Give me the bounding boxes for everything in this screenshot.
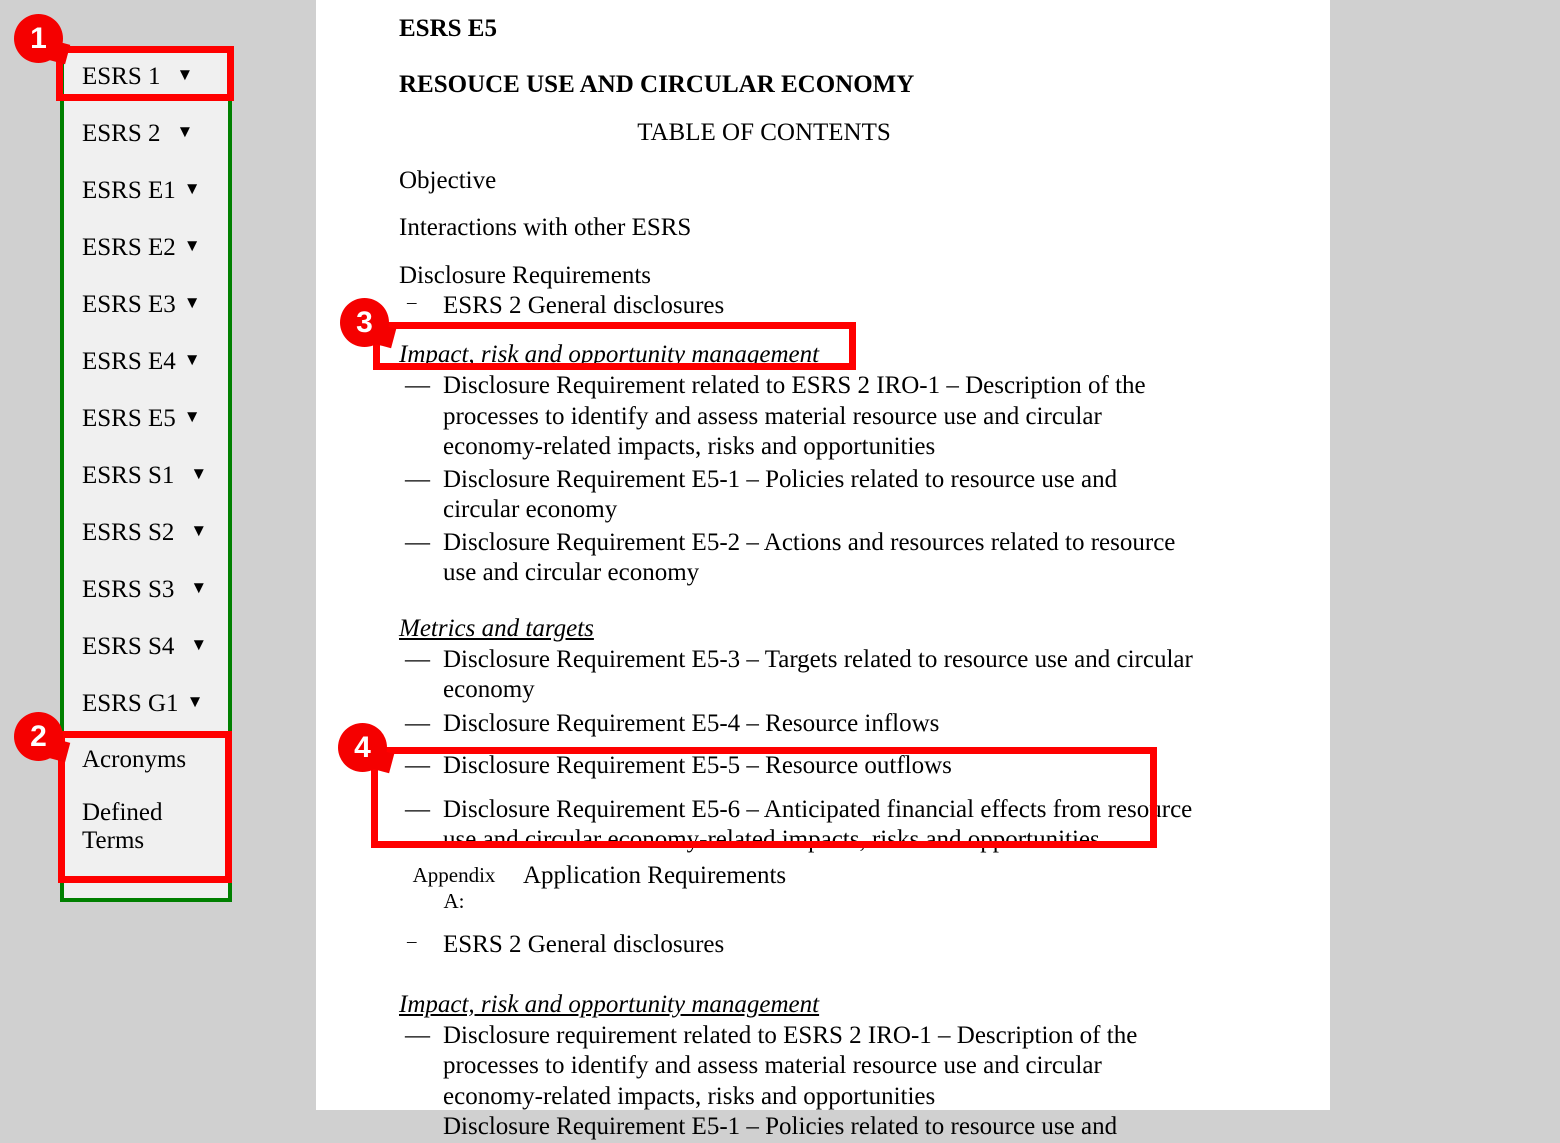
dash-marker: — (405, 645, 430, 673)
sidebar-item-label: ESRS E3 (82, 290, 176, 318)
esrs-1-sidebar-item[interactable] (64, 48, 228, 105)
appendix-row[interactable] (399, 856, 1199, 915)
sidebar-item-label: ESRS G1 (82, 689, 179, 717)
chevron-down-icon: ▼ (183, 236, 201, 255)
list-item-label: Disclosure Requirement related to ESRS 2 IRO-1 – Description of the processes to identify and assess material resource use and circular economy-related impacts, risks and opportunities (443, 372, 1146, 461)
appendix-label-line2: A: (443, 889, 465, 913)
esrs-s2-sidebar-item[interactable] (64, 504, 228, 561)
esrs-e3-sidebar-item[interactable] (64, 276, 228, 333)
metrics-and-targets-heading[interactable]: Metrics and targets (399, 614, 594, 642)
toc-entry-objective[interactable]: Objective (399, 167, 497, 194)
esrs-navigation-panel (60, 48, 232, 902)
dash-marker: — (405, 709, 430, 737)
esrs-s4-sidebar-item[interactable] (64, 618, 228, 675)
appendix-label (399, 862, 509, 915)
impact-risk-opportunity-management-heading-2[interactable]: Impact, risk and opportunity management (399, 990, 820, 1018)
list-item-label: Disclosure Requirement E5-1 – Policies related to resource use and circular economy (443, 465, 1118, 524)
list-item-label: Disclosure Requirement E5-6 – Anticipated financial effects from resource use and circular economy-related impacts, risks and opportunities (443, 795, 1193, 854)
sidebar-item-label: ESRS E4 (82, 347, 176, 375)
dash-marker: — (405, 372, 430, 400)
list-item-label: Disclosure Requirement E5-5 – Resource outflows (443, 752, 952, 780)
esrs-s3-sidebar-item[interactable] (64, 561, 228, 618)
sidebar-item-label: ESRS 1 (82, 62, 161, 90)
list-item-label: Disclosure requirement related to ESRS 2 IRO-1 – Description of the processes to identify and assess material resource use and circular economy-related impacts, risks and opportunities (443, 1021, 1138, 1110)
acronyms-sidebar-item[interactable] (64, 732, 228, 789)
irom-list-2 (399, 1019, 1199, 1143)
document-page (316, 0, 1330, 1141)
list-item-label: Disclosure Requirement E5-1 – Policies related to resource use and (443, 1113, 1118, 1141)
chevron-down-icon: ▼ (190, 464, 208, 483)
annotation-badge-3: 3 (340, 298, 389, 347)
list-item-label: Disclosure Requirement E5-3 – Targets related to resource use and circular economy (443, 645, 1193, 704)
sidebar-item-label-line2: Terms (82, 827, 145, 854)
annotation-badge-1: 1 (14, 14, 63, 63)
metrics-list (399, 643, 1199, 856)
toc-subentry-label: ESRS 2 General disclosures (443, 931, 725, 959)
toc-entry-interactions[interactable]: Interactions with other ESRS (399, 214, 692, 242)
list-item[interactable] (399, 463, 1199, 526)
esrs-s1-sidebar-item[interactable] (64, 447, 228, 504)
document-title: RESOUCE USE AND CIRCULAR ECONOMY (399, 71, 915, 98)
dash-marker: – (407, 931, 417, 953)
chevron-down-icon: ▼ (190, 578, 208, 597)
list-item[interactable] (399, 369, 1199, 463)
dash-marker: — (405, 465, 430, 493)
sidebar-item-label: ESRS E1 (82, 176, 176, 204)
dash-marker: — (405, 1021, 430, 1049)
dash-marker: — (405, 528, 430, 556)
toc-subentry-appendix-esrs2[interactable] (399, 914, 1199, 961)
list-item[interactable] (399, 706, 1199, 740)
esrs-g1-sidebar-item[interactable] (64, 675, 228, 732)
esrs-e1-sidebar-item[interactable] (64, 162, 228, 219)
document-code: ESRS E5 (399, 15, 497, 42)
sidebar-item-label-line1: Defined (82, 799, 163, 826)
sidebar-item-label: ESRS S2 (82, 518, 175, 546)
toc-entry-disclosure-requirements[interactable]: Disclosure Requirements (399, 261, 652, 289)
section-heading-wrap (399, 589, 1199, 643)
irom-list (399, 369, 1199, 589)
sidebar-item-label: ESRS E5 (82, 404, 176, 432)
annotation-badge-2: 2 (14, 712, 63, 761)
dash-marker: – (407, 291, 417, 313)
list-item[interactable] (399, 526, 1199, 589)
impact-risk-opportunity-management-heading[interactable]: Impact, risk and opportunity management (399, 341, 820, 369)
dash-marker: — (405, 795, 430, 823)
sidebar-item-label: ESRS S4 (82, 632, 175, 660)
chevron-down-icon: ▼ (176, 65, 194, 84)
toc-subentry-label: ESRS 2 General disclosures (443, 291, 725, 319)
section-heading-wrap (399, 321, 1199, 369)
sidebar-item-label: ESRS S1 (82, 461, 175, 489)
sidebar-item-label: ESRS E2 (82, 233, 176, 261)
disclosure-requirement-e5-6[interactable] (399, 782, 1199, 856)
esrs-e2-sidebar-item[interactable] (64, 219, 228, 276)
chevron-down-icon: ▼ (183, 293, 201, 312)
table-of-contents-heading: TABLE OF CONTENTS (637, 119, 891, 146)
sidebar-item-label: Acronyms (82, 746, 187, 773)
chevron-down-icon: ▼ (183, 350, 201, 369)
sidebar-item-label: ESRS S3 (82, 575, 175, 603)
list-item-label: Disclosure Requirement E5-4 – Resource inflows (443, 709, 940, 737)
sidebar-item-label: ESRS 2 (82, 119, 161, 147)
dash-marker: — (405, 752, 430, 780)
esrs-2-sidebar-item[interactable] (64, 105, 228, 162)
appendix-label-line1: Appendix (412, 862, 496, 887)
esrs-e5-sidebar-item[interactable] (64, 390, 228, 447)
list-item[interactable] (399, 643, 1199, 706)
esrs-e4-sidebar-item[interactable] (64, 333, 228, 390)
list-item[interactable] (399, 1019, 1199, 1113)
list-item[interactable] (399, 1112, 1199, 1143)
toc-subentry-esrs2-general[interactable] (399, 289, 1199, 322)
defined-terms-sidebar-item[interactable] (64, 789, 228, 877)
chevron-down-icon: ▼ (190, 635, 208, 654)
chevron-down-icon: ▼ (176, 122, 194, 141)
chevron-down-icon: ▼ (183, 179, 201, 198)
list-item-label: Disclosure Requirement E5-2 – Actions and resources related to resource use and circular economy (443, 528, 1176, 587)
document-content (399, 0, 1199, 1143)
chevron-down-icon: ▼ (190, 521, 208, 540)
section-heading-wrap (399, 961, 1199, 1019)
chevron-down-icon: ▼ (183, 407, 201, 426)
appendix-value: Application Requirements (523, 861, 787, 889)
chevron-down-icon: ▼ (186, 692, 204, 711)
list-item[interactable] (399, 739, 1199, 782)
annotation-badge-4: 4 (338, 723, 387, 772)
